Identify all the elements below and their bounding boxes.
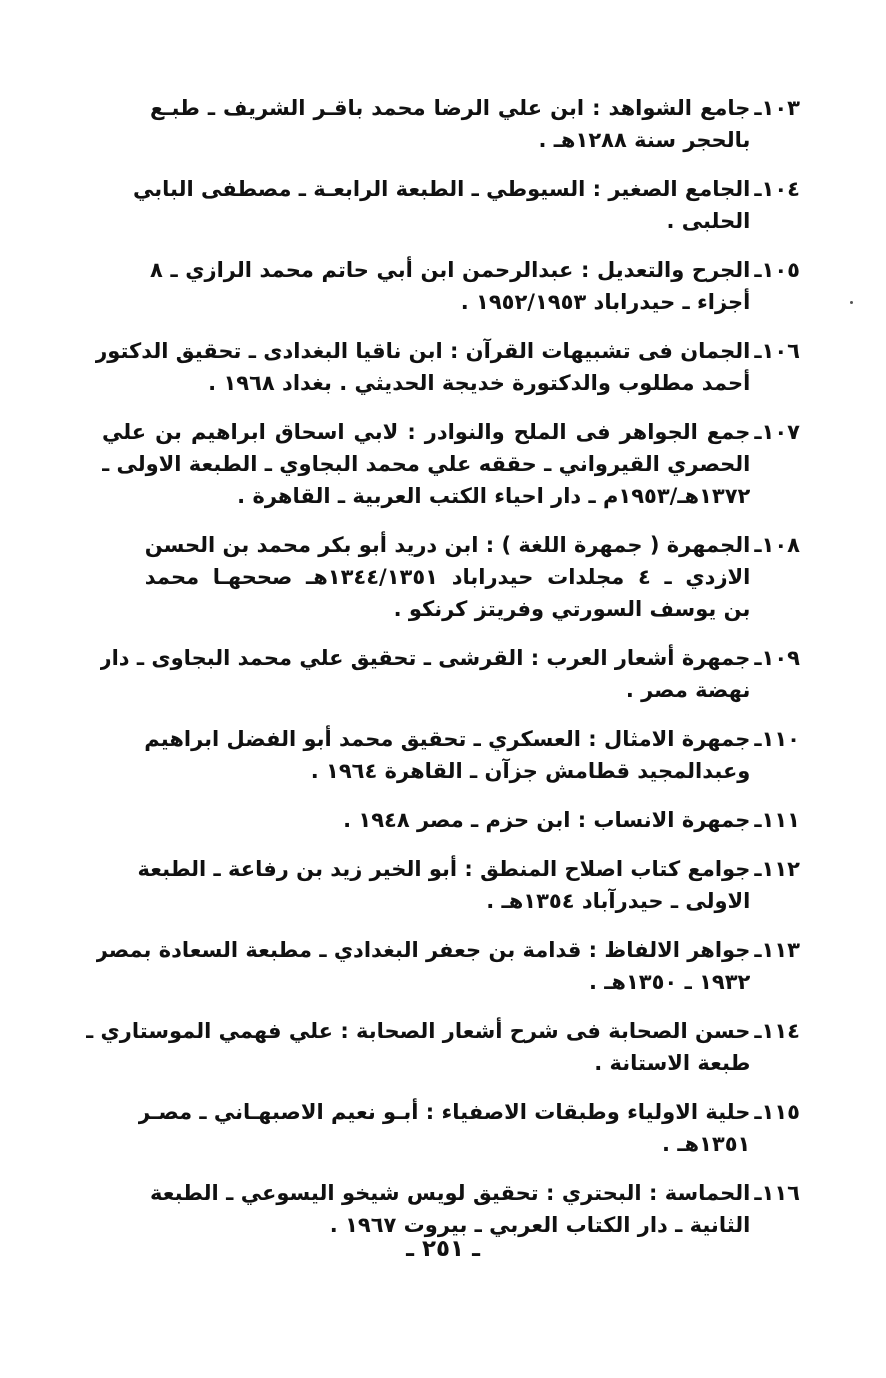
entry-text [150, 254, 750, 318]
entry-line: الجمان فى تشبيهات القرآن : ابن ناقيا البغدادى ـ تحقيق الدكتور [95, 339, 751, 363]
entry-number: ١٠٩ـ [754, 646, 800, 670]
entry-text [150, 804, 750, 836]
entry-text [100, 642, 751, 706]
entry-number: ١١١ـ [754, 808, 800, 832]
entry-number: ١٠٥ـ [754, 258, 800, 282]
entry-text [138, 1096, 750, 1160]
entry-line: جمهرة الانساب : ابن حزم ـ مصر ١٩٤٨ . [343, 808, 751, 832]
bibliography-entry [95, 335, 800, 399]
entry-line: جوامع كتاب اصلاح المنطق : أبو الخير زيد بن رفاعة ـ الطبعة [137, 857, 751, 881]
entry-line: الجامع الصغير : السيوطي ـ الطبعة الرابعـة ـ مصطفى البابي [132, 177, 751, 201]
entry-line: جمهرة الامثال : العسكري ـ تحقيق محمد أبو الفضل ابراهيم [144, 727, 751, 751]
bibliography-entry [150, 804, 800, 836]
bibliography-entry [99, 642, 800, 706]
entry-line: جمهرة أشعار العرب : القرشى ـ تحقيق علي محمد البجاوى ـ دار [99, 646, 751, 670]
bibliography-entry [150, 254, 800, 318]
entry-line: الحلبى . [666, 209, 751, 233]
bibliography-entry [132, 173, 800, 237]
entry-line: بن يوسف السورتي وفريتز كرنكو . [393, 597, 751, 621]
entry-line: الجمهرة ( جمهرة اللغة ) : ابن دريد أبو بكر محمد بن الحسن [144, 533, 751, 557]
entry-line: ١٣٧٢هـ/١٩٥٣م ـ دار احياء الكتب العربية ـ القاهرة . [237, 484, 751, 508]
entry-number: ١١٠ـ [754, 727, 800, 751]
entry-line: أجزاء ـ حيدراباد ١٩٥٢/١٩٥٣ . [460, 290, 751, 314]
entry-line: طبعة الاستانة . [594, 1051, 751, 1075]
entry-number: ١١٤ـ [754, 1019, 800, 1043]
entry-number: ١١٢ـ [754, 857, 800, 881]
scan-speck [850, 301, 853, 304]
entry-line: وعبدالمجيد قطامش جزآن ـ القاهرة ١٩٦٤ . [310, 759, 751, 783]
entry-number: ١٠٤ـ [754, 177, 800, 201]
entry-line: الثانية ـ دار الكتاب العربي ـ بيروت ١٩٦٧ . [329, 1213, 751, 1237]
page-number: ـ ٢٥١ ـ [406, 1236, 480, 1262]
entry-text [95, 335, 750, 399]
entry-line: الاولى ـ حيدرآباد ١٣٥٤هـ . [486, 889, 751, 913]
entry-line: الحماسة : البحتري : تحقيق لويس شيخو اليسوعي ـ الطبعة [150, 1181, 751, 1205]
bibliography-entry [150, 1177, 800, 1241]
bibliography-entry [137, 853, 800, 917]
entry-number: ١١٣ـ [754, 938, 800, 962]
entry-line: الحصري القيرواني ـ حققه علي محمد البجاوي ـ الطبعة الاولى ـ [101, 452, 751, 476]
entry-number: ١٠٦ـ [754, 339, 800, 363]
entry-line: بالحجر سنة ١٢٨٨هـ . [538, 128, 751, 152]
entry-text [145, 529, 751, 625]
entry-line: الجرح والتعديل : عبدالرحمن ابن أبي حاتم محمد الرازي ـ ٨ [150, 258, 751, 282]
entry-number: ١١٥ـ [754, 1100, 800, 1124]
entry-line: جامع الشواهد : ابن علي الرضا محمد باقـر الشريف ـ طبـع [150, 96, 751, 120]
entry-text [133, 173, 750, 237]
entry-line: ١٩٣٢ ـ ١٣٥٠هـ . [588, 970, 751, 994]
bibliography-entry [138, 1096, 800, 1160]
entry-number: ١٠٧ـ [754, 420, 800, 444]
bibliography-entry [144, 723, 800, 787]
entry-line: جمع الجواهر فى الملح والنوادر : لابي اسحاق ابراهيم بن علي [101, 420, 751, 444]
bibliography-entry [95, 934, 800, 998]
entry-line: الازدي ـ ٤ مجلدات حيدراباد ١٣٤٤/١٣٥١هـ صححهـا محمد [144, 565, 751, 589]
entry-text [102, 416, 750, 512]
entry-text [150, 92, 750, 156]
entry-line: جواهر الالفاظ : قدامة بن جعفر البغدادي ـ مطبعة السعادة بمصر [95, 938, 751, 962]
entry-line: ١٣٥١هـ . [662, 1132, 751, 1156]
entry-number: ١٠٣ـ [754, 96, 800, 120]
entry-number: ١٠٨ـ [754, 533, 800, 557]
entry-line: حلية الاولياء وطبقات الاصفياء : أبـو نعيم الاصبهـاني ـ مصـر [138, 1100, 751, 1124]
bibliography-entry [86, 1015, 800, 1079]
entry-text [96, 934, 751, 998]
entry-line: حسن الصحابة فى شرح أشعار الصحابة : علي فهمي الموستاري ـ [86, 1019, 751, 1043]
entry-text [144, 723, 750, 787]
entry-line: نهضة مصر . [625, 678, 751, 702]
entry-text [138, 853, 751, 917]
entry-line: أحمد مطلوب والدكتورة خديجة الحديثي . بغداد ١٩٦٨ . [208, 371, 751, 395]
bibliography-entry [150, 92, 800, 156]
bibliography-entry [101, 416, 800, 512]
entry-text [150, 1177, 750, 1241]
entry-number: ١١٦ـ [754, 1181, 800, 1205]
bibliography-entry [144, 529, 800, 625]
bibliography-list [86, 92, 800, 1258]
entry-text [86, 1015, 750, 1079]
